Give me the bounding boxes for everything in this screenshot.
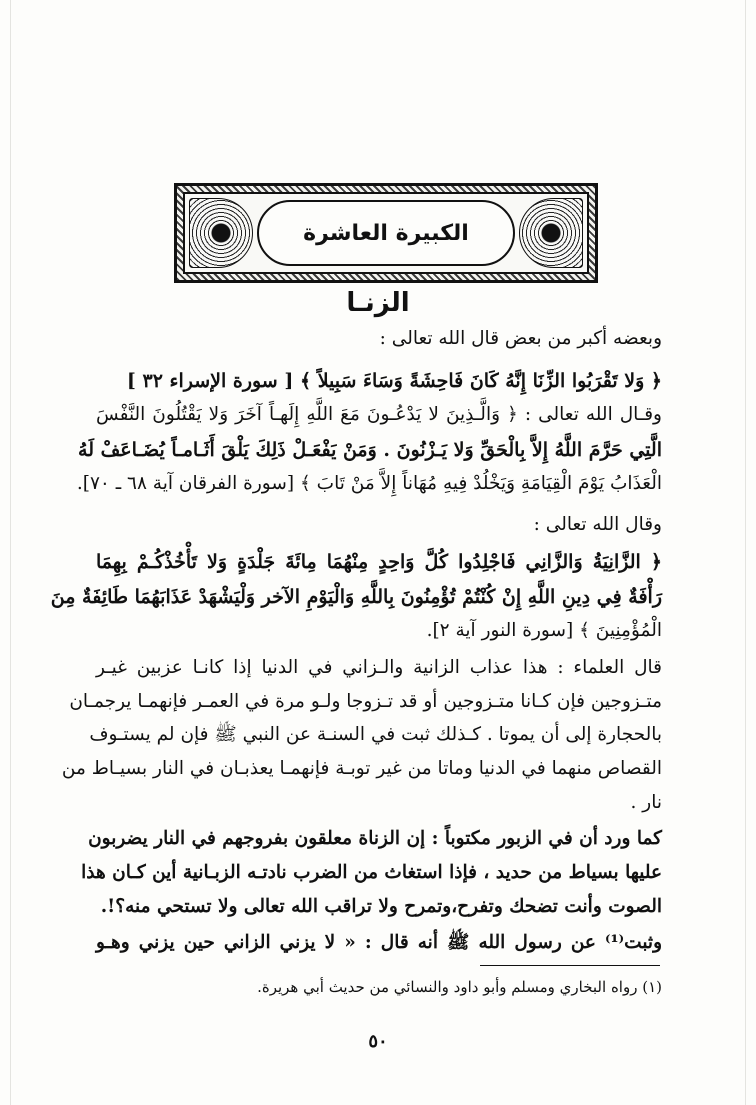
text-line: كما ورد أن في الزبور مكتوباً : إن الزناة معلقون بفروجهم في النار يضربون [88, 828, 662, 849]
text-line: قال العلماء : هذا عذاب الزانية والـزاني في الدنيا إذا كانـا عزبين غيـر [96, 657, 662, 678]
arabesque-right-icon [519, 198, 583, 268]
text-line: وثبت⁽¹⁾ عن رسول الله ﷺ أنه قال : « لا يزني الزاني حين يزني وهـو [96, 932, 662, 953]
page-edge-right [745, 0, 746, 1105]
chapter-header-ornament [174, 183, 598, 283]
chapter-title: الكبيرة العاشرة [303, 220, 469, 246]
footnote: (١) رواه البخاري ومسلم وأبو داود والنسائي من حديث أبي هريرة. [257, 978, 662, 996]
section-title: الزنـا [346, 288, 410, 318]
text-line: الصوت وأنت تضحك وتفرح،وتمرح ولا تراقب الله تعالى ولا تستحي منه؟!. [100, 896, 662, 917]
quran-verse-line: ﴿ وَلا تَقْرَبُوا الزِّنَا إِنَّهُ كَانَ فَاحِشَةً وَسَاءَ سَبِيلاً ﴾ [ سورة الإسراء ٣٢ ] [126, 370, 662, 392]
quran-verse-line: وقـال الله تعالى : ﴿ وَالَّـذِينَ لا يَدْعُـونَ مَعَ اللَّهِ إِلَهـاً آخَرَ وَلا يَقْتُلُونَ النَّفْسَ [96, 404, 662, 425]
quran-verse-line: الْعَذَابُ يَوْمَ الْقِيَامَةِ وَيَخْلُدْ فِيهِ مُهَاناً إِلاَّ مَنْ تَابَ ﴾ [سورة الفرقان آية ٦٨ ـ ٧٠]. [76, 473, 662, 494]
text-line: متـزوجين فإن كـانا متـزوجين أو قد تـزوجا ولـو مرة في العمـر فإنهمـا يرجمـان [69, 691, 662, 712]
page-number: ٥٠ [368, 1031, 388, 1052]
text-line: القصاص منهما في الدنيا وماتا من غير توبـة فإنهمـا يعذبـان في النار بسيـاط من [61, 758, 662, 779]
text-line: عليها بسياط من حديد ، فإذا استغاث من الضرب نادتـه الزبـانية أين كـان هذا [81, 862, 662, 883]
page-edge-left [10, 0, 11, 1105]
quran-verse-line: الَّتِي حَرَّمَ اللَّهُ إِلاَّ بِالْحَقِّ وَلا يَـزْنُونَ . وَمَنْ يَفْعَـلْ ذَلِكَ يَلْقَ أَثَـامـاً يُضَـاعَفْ لَهُ [78, 439, 662, 461]
text-line: نار . [630, 792, 662, 813]
quran-verse-line: الْمُؤْمِنِينَ ﴾ [سورة النور آية ٢]. [426, 620, 662, 641]
text-line: بالحجارة إلى أن يموتا . كـذلك ثبت في السنـة عن النبي ﷺ فإن لم يستـوف [89, 724, 662, 745]
text-line: وقال الله تعالى : [533, 514, 662, 535]
quran-verse-line: رَأْفَةٌ فِي دِينِ اللَّهِ إِنْ كُنْتُمْ تُؤْمِنُونَ بِاللَّهِ وَالْيَوْمِ الآخر وَلْيَشْهَدْ عَذَابَهُمَا طَائِفَةٌ مِنَ [50, 586, 662, 608]
footnote-divider [480, 965, 660, 966]
ornament-inner-border [183, 192, 589, 274]
text-line: وبعضه أكبر من بعض قال الله تعالى : [379, 328, 662, 349]
arabesque-left-icon [189, 198, 253, 268]
quran-verse-line: ﴿ الزَّانِيَةُ وَالزَّانِي فَاجْلِدُوا كُلَّ وَاحِدٍ مِنْهُمَا مِائَةَ جَلْدَةٍ وَلا تَأْخُذْكُـمْ بِهِمَا [96, 551, 662, 573]
title-cartouche [257, 200, 515, 266]
